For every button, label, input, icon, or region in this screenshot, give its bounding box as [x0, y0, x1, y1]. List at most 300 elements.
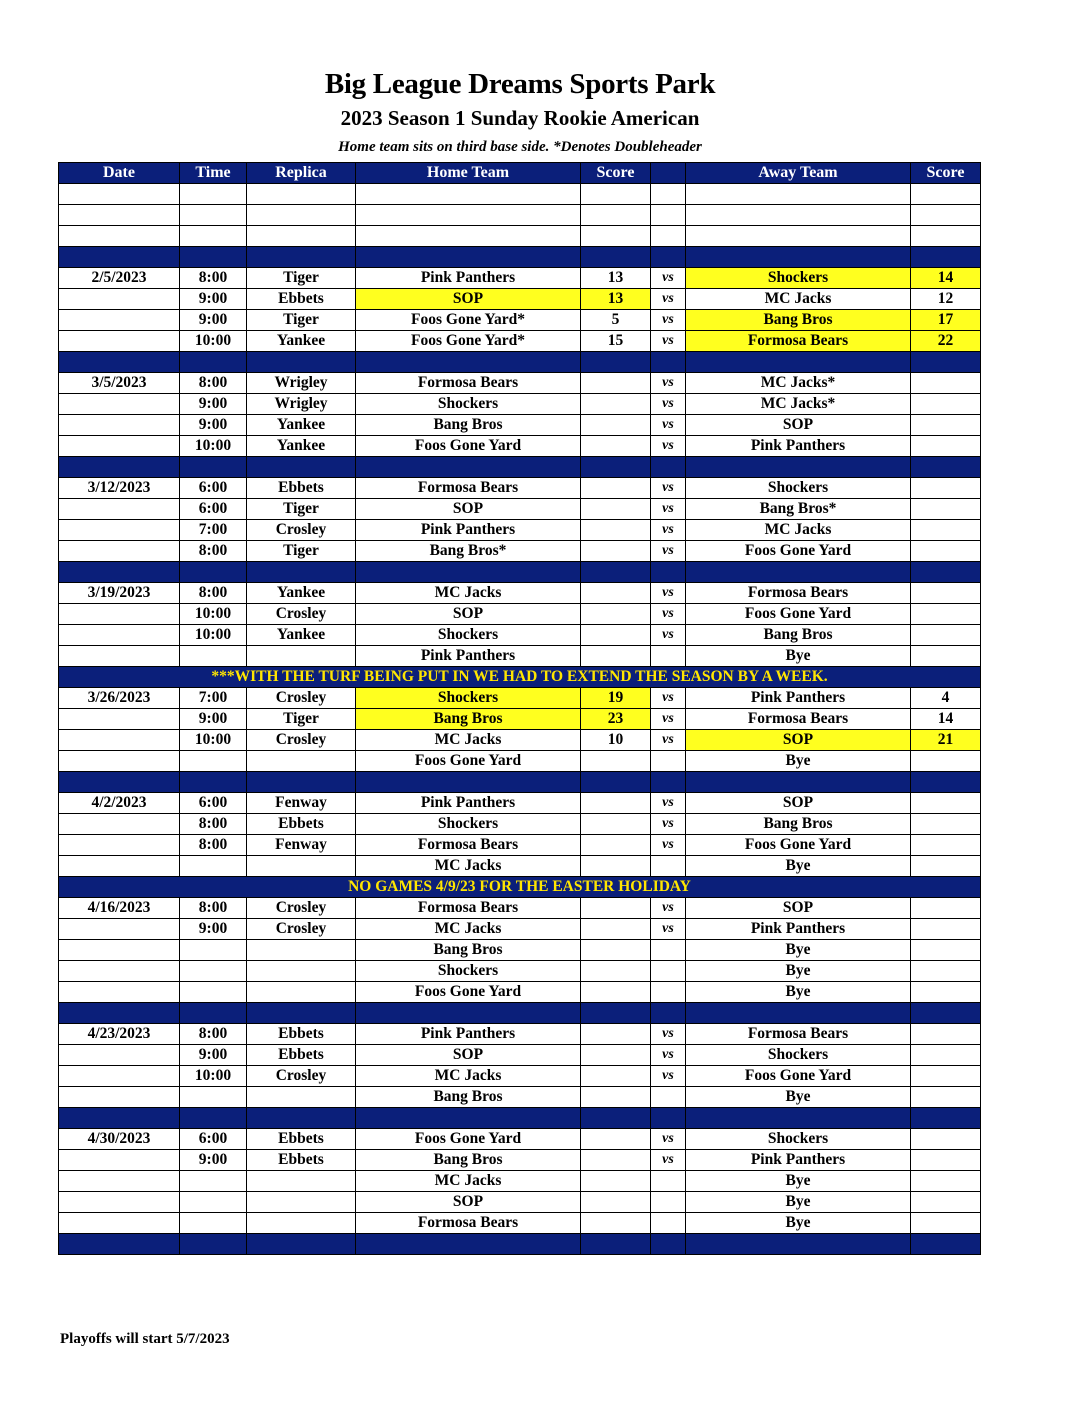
separator-cell — [356, 1108, 581, 1129]
replica-cell: Crosley — [247, 1066, 356, 1087]
separator-cell — [911, 1003, 981, 1024]
home-score-cell — [581, 1045, 651, 1066]
blank-cell — [356, 184, 581, 205]
separator-cell — [247, 562, 356, 583]
away-team-cell: Bang Bros* — [686, 499, 911, 520]
away-team-cell: Pink Panthers — [686, 1150, 911, 1171]
separator-cell — [59, 247, 180, 268]
date-cell — [59, 415, 180, 436]
date-cell — [59, 1150, 180, 1171]
blank-cell — [581, 226, 651, 247]
separator-cell — [247, 247, 356, 268]
notice-text: ***WITH THE TURF BEING PUT IN WE HAD TO EXTEND THE SEASON BY A WEEK. — [59, 667, 981, 688]
replica-cell: Wrigley — [247, 394, 356, 415]
separator-cell — [247, 1234, 356, 1255]
home-score-cell — [581, 541, 651, 562]
away-team-cell: Pink Panthers — [686, 436, 911, 457]
home-score-cell — [581, 1171, 651, 1192]
away-score-cell — [911, 499, 981, 520]
away-team-cell: Bye — [686, 646, 911, 667]
time-cell — [180, 961, 247, 982]
away-score-cell — [911, 1024, 981, 1045]
separator-cell — [911, 772, 981, 793]
home-team-cell: Bang Bros — [356, 940, 581, 961]
separator-cell — [581, 1108, 651, 1129]
replica-cell: Crosley — [247, 730, 356, 751]
replica-cell — [247, 1213, 356, 1234]
away-team-cell: Bye — [686, 982, 911, 1003]
game-row — [59, 1213, 981, 1234]
home-score-cell — [581, 835, 651, 856]
away-team-cell: Foos Gone Yard — [686, 541, 911, 562]
blank-cell — [59, 226, 180, 247]
col-header-home-score: Score — [581, 163, 651, 184]
home-score-cell — [581, 646, 651, 667]
time-cell — [180, 856, 247, 877]
footer-note: Playoffs will start 5/7/2023 — [60, 1331, 230, 1347]
separator-cell — [686, 1003, 911, 1024]
replica-cell — [247, 751, 356, 772]
away-score-cell: 17 — [911, 310, 981, 331]
replica-cell: Ebbets — [247, 289, 356, 310]
separator-cell — [356, 1003, 581, 1024]
away-team-cell: Bye — [686, 1213, 911, 1234]
home-team-cell: Foos Gone Yard — [356, 1129, 581, 1150]
home-team-cell: Bang Bros — [356, 415, 581, 436]
vs-cell: vs — [651, 394, 686, 415]
date-cell — [59, 520, 180, 541]
separator-cell — [581, 247, 651, 268]
away-score-cell — [911, 604, 981, 625]
game-row — [59, 688, 981, 709]
separator-cell — [651, 1108, 686, 1129]
away-score-cell — [911, 625, 981, 646]
away-score-cell — [911, 1192, 981, 1213]
game-row — [59, 1045, 981, 1066]
separator-cell — [686, 457, 911, 478]
blank-cell — [356, 205, 581, 226]
away-team-cell: SOP — [686, 415, 911, 436]
vs-cell: vs — [651, 373, 686, 394]
time-cell: 9:00 — [180, 310, 247, 331]
schedule-table — [58, 162, 981, 1255]
game-row — [59, 709, 981, 730]
away-score-cell: 21 — [911, 730, 981, 751]
game-row — [59, 394, 981, 415]
home-score-cell: 19 — [581, 688, 651, 709]
time-cell: 8:00 — [180, 835, 247, 856]
vs-cell: vs — [651, 814, 686, 835]
separator-row — [59, 1003, 981, 1024]
separator-cell — [911, 1108, 981, 1129]
replica-cell: Ebbets — [247, 478, 356, 499]
home-team-cell: Shockers — [356, 394, 581, 415]
away-team-cell: Bang Bros — [686, 625, 911, 646]
vs-cell: vs — [651, 415, 686, 436]
replica-cell — [247, 646, 356, 667]
date-cell: 3/19/2023 — [59, 583, 180, 604]
game-row — [59, 268, 981, 289]
away-team-cell: Bye — [686, 751, 911, 772]
separator-cell — [180, 562, 247, 583]
game-row — [59, 604, 981, 625]
home-score-cell — [581, 793, 651, 814]
away-score-cell — [911, 856, 981, 877]
home-team-cell: SOP — [356, 499, 581, 520]
replica-cell — [247, 961, 356, 982]
away-score-cell — [911, 1150, 981, 1171]
home-team-cell: Bang Bros* — [356, 541, 581, 562]
vs-cell: vs — [651, 835, 686, 856]
date-cell — [59, 499, 180, 520]
date-cell — [59, 331, 180, 352]
time-cell: 9:00 — [180, 415, 247, 436]
vs-cell: vs — [651, 1150, 686, 1171]
notice-text: NO GAMES 4/9/23 FOR THE EASTER HOLIDAY — [59, 877, 981, 898]
time-cell — [180, 1192, 247, 1213]
date-cell — [59, 814, 180, 835]
vs-cell — [651, 982, 686, 1003]
game-row — [59, 436, 981, 457]
time-cell: 8:00 — [180, 898, 247, 919]
game-row — [59, 478, 981, 499]
date-cell — [59, 1192, 180, 1213]
home-score-cell: 13 — [581, 289, 651, 310]
home-team-cell: Foos Gone Yard — [356, 751, 581, 772]
replica-cell: Crosley — [247, 604, 356, 625]
separator-cell — [651, 1234, 686, 1255]
home-team-cell: SOP — [356, 1045, 581, 1066]
away-score-cell — [911, 520, 981, 541]
date-cell — [59, 1087, 180, 1108]
game-row — [59, 310, 981, 331]
separator-cell — [180, 247, 247, 268]
date-cell — [59, 919, 180, 940]
vs-cell — [651, 646, 686, 667]
home-score-cell: 13 — [581, 268, 651, 289]
away-score-cell — [911, 1171, 981, 1192]
date-cell — [59, 646, 180, 667]
home-team-cell: Formosa Bears — [356, 898, 581, 919]
page-subtitle: 2023 Season 1 Sunday Rookie American — [340, 106, 700, 130]
separator-cell — [59, 352, 180, 373]
separator-cell — [247, 772, 356, 793]
date-cell: 4/16/2023 — [59, 898, 180, 919]
away-team-cell: Shockers — [686, 1045, 911, 1066]
separator-cell — [686, 247, 911, 268]
replica-cell: Yankee — [247, 415, 356, 436]
date-cell — [59, 541, 180, 562]
replica-cell: Yankee — [247, 583, 356, 604]
home-team-cell: Foos Gone Yard — [356, 982, 581, 1003]
home-team-cell: Formosa Bears — [356, 835, 581, 856]
time-cell: 7:00 — [180, 688, 247, 709]
vs-cell: vs — [651, 520, 686, 541]
vs-cell — [651, 1171, 686, 1192]
away-team-cell: Bye — [686, 961, 911, 982]
game-row — [59, 898, 981, 919]
vs-cell: vs — [651, 604, 686, 625]
home-score-cell — [581, 625, 651, 646]
separator-cell — [581, 457, 651, 478]
blank-cell — [651, 226, 686, 247]
game-row — [59, 835, 981, 856]
replica-cell: Ebbets — [247, 1045, 356, 1066]
home-score-cell — [581, 814, 651, 835]
home-team-cell: Bang Bros — [356, 1150, 581, 1171]
separator-row — [59, 457, 981, 478]
game-row — [59, 1087, 981, 1108]
home-team-cell: Formosa Bears — [356, 373, 581, 394]
game-row — [59, 1171, 981, 1192]
away-score-cell — [911, 373, 981, 394]
home-score-cell — [581, 856, 651, 877]
separator-row — [59, 247, 981, 268]
away-score-cell — [911, 751, 981, 772]
date-cell: 3/5/2023 — [59, 373, 180, 394]
vs-cell — [651, 961, 686, 982]
separator-cell — [59, 1108, 180, 1129]
time-cell: 9:00 — [180, 1045, 247, 1066]
away-team-cell: Shockers — [686, 268, 911, 289]
replica-cell: Wrigley — [247, 373, 356, 394]
separator-cell — [651, 247, 686, 268]
replica-cell — [247, 856, 356, 877]
replica-cell — [247, 940, 356, 961]
away-score-cell: 4 — [911, 688, 981, 709]
vs-cell: vs — [651, 1024, 686, 1045]
col-header-away-team: Away Team — [686, 163, 911, 184]
vs-cell — [651, 856, 686, 877]
separator-row — [59, 562, 981, 583]
time-cell — [180, 982, 247, 1003]
game-row — [59, 541, 981, 562]
away-team-cell: Formosa Bears — [686, 583, 911, 604]
time-cell — [180, 940, 247, 961]
time-cell — [180, 1087, 247, 1108]
time-cell — [180, 1171, 247, 1192]
home-score-cell — [581, 1024, 651, 1045]
separator-cell — [356, 247, 581, 268]
away-team-cell: MC Jacks — [686, 520, 911, 541]
vs-cell — [651, 940, 686, 961]
blank-cell — [686, 205, 911, 226]
date-cell: 2/5/2023 — [59, 268, 180, 289]
away-score-cell — [911, 436, 981, 457]
vs-cell: vs — [651, 310, 686, 331]
separator-cell — [59, 457, 180, 478]
home-team-cell: Formosa Bears — [356, 478, 581, 499]
blank-cell — [180, 184, 247, 205]
separator-cell — [180, 352, 247, 373]
game-row — [59, 1024, 981, 1045]
page-note: Home team sits on third base side. *Denotes Doubleheader — [338, 139, 702, 155]
away-score-cell — [911, 982, 981, 1003]
home-score-cell — [581, 1066, 651, 1087]
game-row — [59, 793, 981, 814]
time-cell: 6:00 — [180, 499, 247, 520]
blank-cell — [651, 184, 686, 205]
time-cell: 9:00 — [180, 394, 247, 415]
home-team-cell: SOP — [356, 1192, 581, 1213]
home-team-cell: Formosa Bears — [356, 1213, 581, 1234]
replica-cell: Crosley — [247, 898, 356, 919]
game-row — [59, 289, 981, 310]
separator-cell — [356, 772, 581, 793]
date-cell — [59, 982, 180, 1003]
separator-cell — [59, 1003, 180, 1024]
blank-cell — [911, 205, 981, 226]
away-team-cell: Bye — [686, 1192, 911, 1213]
separator-cell — [651, 457, 686, 478]
replica-cell: Ebbets — [247, 1129, 356, 1150]
blank-row — [59, 205, 981, 226]
separator-cell — [180, 1108, 247, 1129]
home-team-cell: MC Jacks — [356, 1066, 581, 1087]
vs-cell: vs — [651, 793, 686, 814]
home-team-cell: Pink Panthers — [356, 646, 581, 667]
replica-cell: Tiger — [247, 310, 356, 331]
date-cell — [59, 1171, 180, 1192]
home-team-cell: Pink Panthers — [356, 268, 581, 289]
time-cell: 9:00 — [180, 289, 247, 310]
vs-cell: vs — [651, 541, 686, 562]
home-team-cell: Shockers — [356, 625, 581, 646]
separator-cell — [581, 772, 651, 793]
home-team-cell: SOP — [356, 604, 581, 625]
away-team-cell: MC Jacks — [686, 289, 911, 310]
date-cell: 4/2/2023 — [59, 793, 180, 814]
home-team-cell: Foos Gone Yard — [356, 436, 581, 457]
blank-cell — [911, 184, 981, 205]
vs-cell: vs — [651, 436, 686, 457]
home-score-cell — [581, 898, 651, 919]
game-row — [59, 814, 981, 835]
time-cell: 8:00 — [180, 373, 247, 394]
replica-cell: Ebbets — [247, 1024, 356, 1045]
home-score-cell: 23 — [581, 709, 651, 730]
date-cell — [59, 625, 180, 646]
blank-cell — [247, 184, 356, 205]
away-team-cell: MC Jacks* — [686, 394, 911, 415]
date-cell — [59, 1045, 180, 1066]
time-cell: 10:00 — [180, 331, 247, 352]
vs-cell — [651, 1213, 686, 1234]
date-cell — [59, 730, 180, 751]
away-team-cell: SOP — [686, 793, 911, 814]
vs-cell: vs — [651, 289, 686, 310]
replica-cell: Yankee — [247, 436, 356, 457]
game-row — [59, 415, 981, 436]
replica-cell: Fenway — [247, 835, 356, 856]
date-cell — [59, 940, 180, 961]
replica-cell: Ebbets — [247, 814, 356, 835]
away-team-cell: Foos Gone Yard — [686, 604, 911, 625]
time-cell: 6:00 — [180, 1129, 247, 1150]
game-row — [59, 982, 981, 1003]
separator-cell — [686, 772, 911, 793]
away-score-cell: 14 — [911, 709, 981, 730]
date-cell — [59, 751, 180, 772]
separator-cell — [911, 562, 981, 583]
separator-cell — [59, 772, 180, 793]
game-row — [59, 940, 981, 961]
separator-cell — [247, 352, 356, 373]
home-score-cell — [581, 436, 651, 457]
home-score-cell — [581, 415, 651, 436]
away-team-cell: MC Jacks* — [686, 373, 911, 394]
home-score-cell — [581, 1213, 651, 1234]
away-team-cell: Formosa Bears — [686, 1024, 911, 1045]
home-score-cell — [581, 583, 651, 604]
vs-cell: vs — [651, 499, 686, 520]
vs-cell: vs — [651, 331, 686, 352]
replica-cell: Ebbets — [247, 1150, 356, 1171]
away-score-cell — [911, 835, 981, 856]
vs-cell: vs — [651, 688, 686, 709]
replica-cell: Crosley — [247, 919, 356, 940]
time-cell: 10:00 — [180, 604, 247, 625]
blank-row — [59, 184, 981, 205]
blank-cell — [911, 226, 981, 247]
away-score-cell — [911, 919, 981, 940]
separator-cell — [180, 1003, 247, 1024]
time-cell: 6:00 — [180, 478, 247, 499]
home-score-cell: 5 — [581, 310, 651, 331]
vs-cell: vs — [651, 1066, 686, 1087]
notice-row — [59, 667, 981, 688]
separator-cell — [247, 1003, 356, 1024]
away-score-cell — [911, 583, 981, 604]
away-score-cell — [911, 1213, 981, 1234]
separator-cell — [180, 1234, 247, 1255]
vs-cell — [651, 751, 686, 772]
away-score-cell — [911, 646, 981, 667]
game-row — [59, 373, 981, 394]
home-team-cell: Pink Panthers — [356, 793, 581, 814]
date-cell — [59, 289, 180, 310]
replica-cell: Fenway — [247, 793, 356, 814]
home-score-cell — [581, 751, 651, 772]
away-score-cell — [911, 415, 981, 436]
separator-cell — [356, 1234, 581, 1255]
separator-cell — [247, 1108, 356, 1129]
away-score-cell: 22 — [911, 331, 981, 352]
time-cell — [180, 646, 247, 667]
away-team-cell: Bye — [686, 1171, 911, 1192]
home-team-cell: MC Jacks — [356, 583, 581, 604]
away-score-cell — [911, 961, 981, 982]
separator-cell — [356, 562, 581, 583]
home-score-cell — [581, 919, 651, 940]
col-header-replica: Replica — [247, 163, 356, 184]
date-cell — [59, 1066, 180, 1087]
home-team-cell: Foos Gone Yard* — [356, 331, 581, 352]
replica-cell: Tiger — [247, 499, 356, 520]
separator-cell — [686, 352, 911, 373]
date-cell — [59, 604, 180, 625]
separator-cell — [180, 772, 247, 793]
date-cell — [59, 310, 180, 331]
separator-cell — [911, 1234, 981, 1255]
away-team-cell: Foos Gone Yard — [686, 835, 911, 856]
time-cell: 10:00 — [180, 1066, 247, 1087]
home-score-cell — [581, 940, 651, 961]
game-row — [59, 583, 981, 604]
away-score-cell — [911, 940, 981, 961]
time-cell: 9:00 — [180, 709, 247, 730]
away-team-cell: Pink Panthers — [686, 688, 911, 709]
